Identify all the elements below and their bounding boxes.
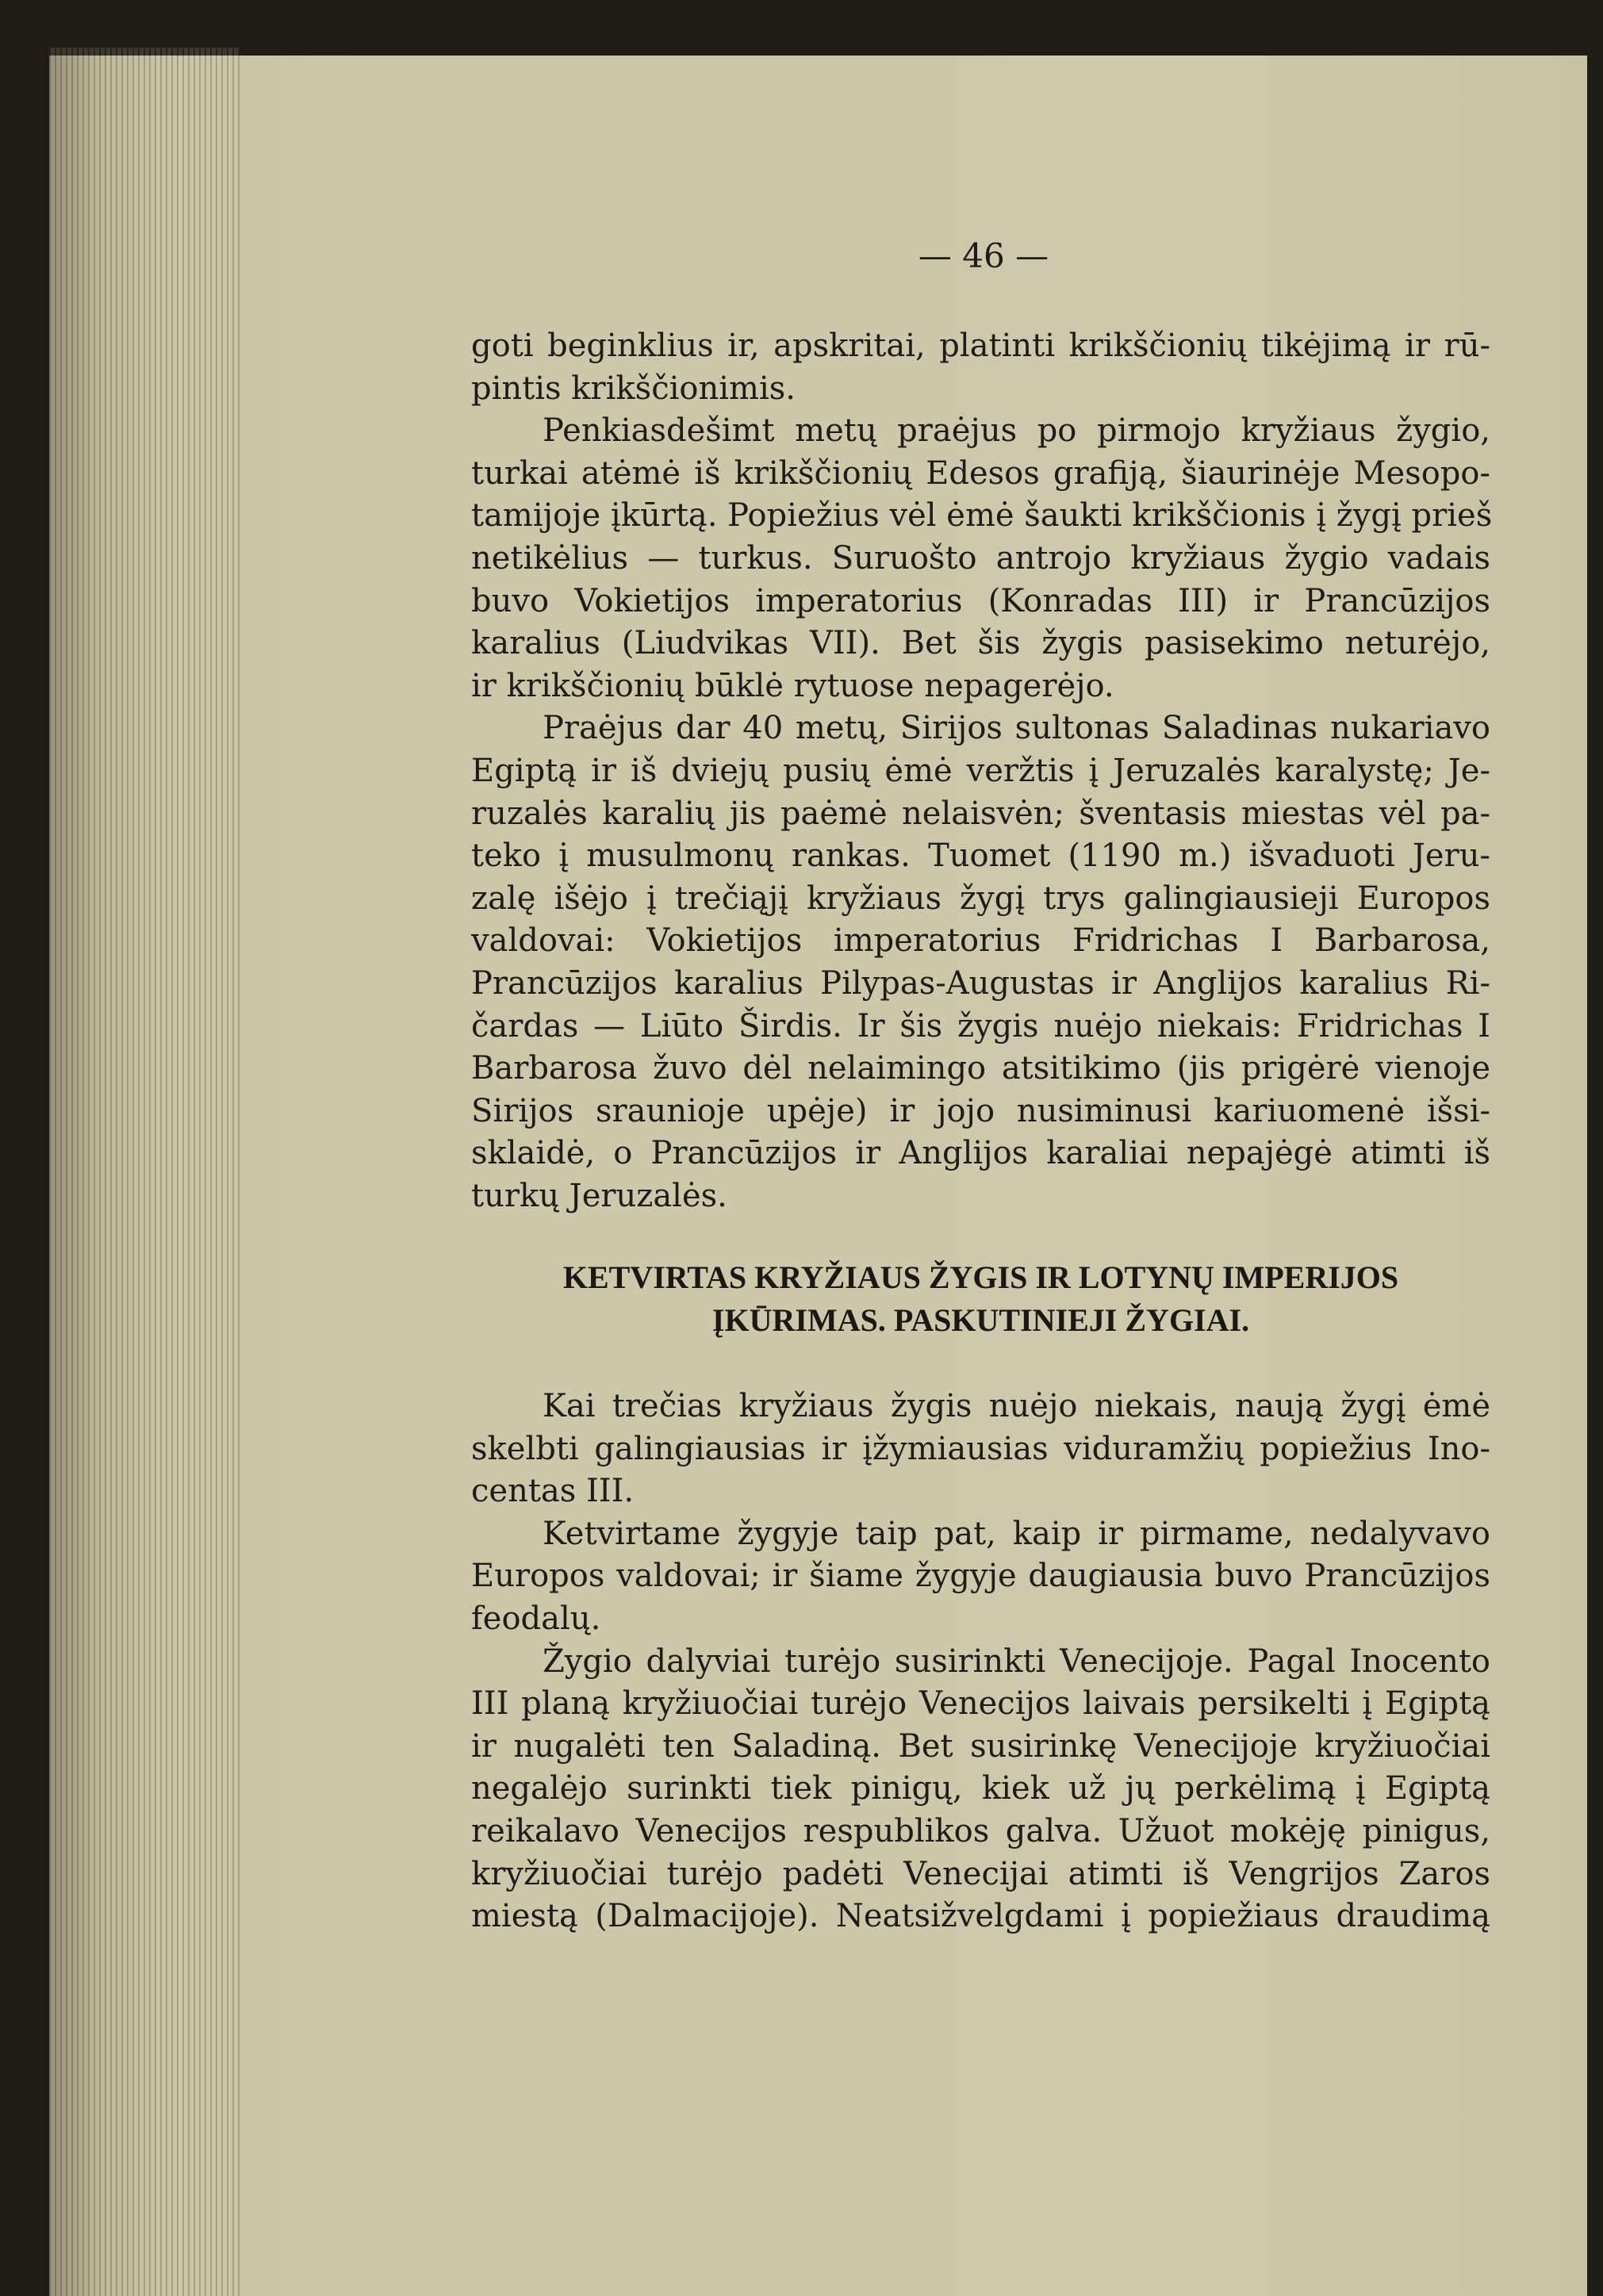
text-line: goti beginklius ir, apskritai, platinti krikščionių tikėjimą ir rū- bbox=[471, 328, 1490, 364]
text-line: karalius (Liudvikas VII). Bet šis žygis pasisekimo neturėjo, bbox=[471, 625, 1490, 662]
text-line: ir nugalėti ten Saladiną. Bet susirinkę Venecijoje kryžiuočiai bbox=[471, 1727, 1490, 1765]
page-edges-stack bbox=[49, 48, 240, 2296]
chapter-heading bbox=[471, 1256, 1490, 1342]
text-line: III planą kryžiuočiai turėjo Venecijos laivais persikelti į Egiptą bbox=[471, 1685, 1490, 1723]
text-line: sklaidė, o Prancūzijos ir Anglijos karaliai nepajėgė atimti iš bbox=[471, 1135, 1490, 1172]
text-line: kryžiuočiai turėjo padėti Venecijai atimti iš Vengrijos Zaros bbox=[471, 1855, 1490, 1892]
text-line: zalę išėjo į trečiąjį kryžiaus žygį trys galingiausieji Europos bbox=[471, 880, 1490, 917]
page-number: — 46 — bbox=[918, 236, 1049, 275]
text-line: valdovai: Vokietijos imperatorius Fridrichas I Barbarosa, bbox=[471, 922, 1490, 960]
text-line: turkai atėmė iš krikščionių Edesos grafiją, šiaurinėje Mesopo- bbox=[471, 454, 1490, 492]
text-line: turkų Jeruzalės. bbox=[471, 1177, 727, 1214]
text-line: Penkiasdešimt metų praėjus po pirmojo kryžiaus žygio, bbox=[543, 412, 1490, 450]
text-line: buvo Vokietijos imperatorius (Konradas III) ir Prancūzijos bbox=[471, 582, 1490, 619]
text-line: ruzalės karalių jis paėmė nelaisvėn; šventasis miestas vėl pa- bbox=[471, 795, 1490, 832]
text-line: skelbti galingiausias ir įžymiausias viduramžių popiežius Ino- bbox=[471, 1430, 1490, 1467]
text-line: Ketvirtame žygyje taip pat, kaip ir pirmame, nedalyvavo bbox=[543, 1515, 1490, 1552]
scan-background-left bbox=[0, 0, 49, 2296]
text-line: Kai trečias kryžiaus žygis nuėjo niekais, naują žygį ėmė bbox=[543, 1388, 1490, 1424]
heading-line: KETVIRTAS KRYŽIAUS ŽYGIS IR LOTYNŲ IMPERIJOS bbox=[562, 1259, 1399, 1295]
text-line: reikalavo Venecijos respublikos galva. Užuot mokėję pinigus, bbox=[471, 1812, 1490, 1849]
text-line: čardas — Liūto Širdis. Ir šis žygis nuėjo niekais: Fridrichas I bbox=[471, 1007, 1490, 1045]
text-line: Egiptą ir iš dviejų pusių ėmė veržtis į Jeruzalės karalystę; Je- bbox=[471, 752, 1490, 789]
text-line: teko į musulmonų rankas. Tuomet (1190 m.) išvaduoti Jeru- bbox=[471, 838, 1490, 875]
text-line: Žygio dalyviai turėjo susirinkti Venecijoje. Pagal Inocento bbox=[543, 1642, 1490, 1680]
text-line: feodalų. bbox=[471, 1600, 601, 1637]
text-line: negalėjo surinkti tiek pinigų, kiek už jų perkėlimą į Egiptą bbox=[471, 1770, 1490, 1807]
text-line: miestą (Dalmacijoje). Neatsižvelgdami į popiežiaus draudimą bbox=[471, 1898, 1490, 1935]
scan-background-right bbox=[1587, 0, 1603, 2296]
text-line: pintis krikščionimis. bbox=[471, 370, 796, 407]
heading-line: ĮKŪRIMAS. PASKUTINIEJI ŽYGIAI. bbox=[711, 1302, 1250, 1338]
text-line: Prancūzijos karalius Pilypas-Augustas ir Anglijos karalius Ri- bbox=[471, 964, 1490, 1002]
text-line: Praėjus dar 40 metų, Sirijos sultonas Saladinas nukariavo bbox=[543, 710, 1490, 747]
text-line: tamijoje įkūrtą. Popiežius vėl ėmė šaukti krikščionis į žygį prieš bbox=[471, 497, 1493, 535]
text-section-2 bbox=[471, 1386, 1490, 1938]
text-line: Barbarosa žuvo dėl nelaimingo atsitikimo (jis prigėrė vienoje bbox=[471, 1050, 1490, 1087]
text-line: centas III. bbox=[471, 1473, 635, 1510]
scan-background-top bbox=[0, 0, 1603, 56]
text-line: netikėlius — turkus. Suruošto antrojo kryžiaus žygio vadais bbox=[471, 539, 1490, 577]
text-line: Sirijos sraunioje upėje) ir jojo nusiminusi kariuomenė išsi- bbox=[471, 1092, 1490, 1129]
text-section-1 bbox=[471, 325, 1493, 1217]
text-line: ir krikščionių būklė rytuose nepagerėjo. bbox=[471, 667, 1114, 704]
text-line: Europos valdovai; ir šiame žygyje daugiausia buvo Prancūzijos bbox=[471, 1558, 1490, 1595]
